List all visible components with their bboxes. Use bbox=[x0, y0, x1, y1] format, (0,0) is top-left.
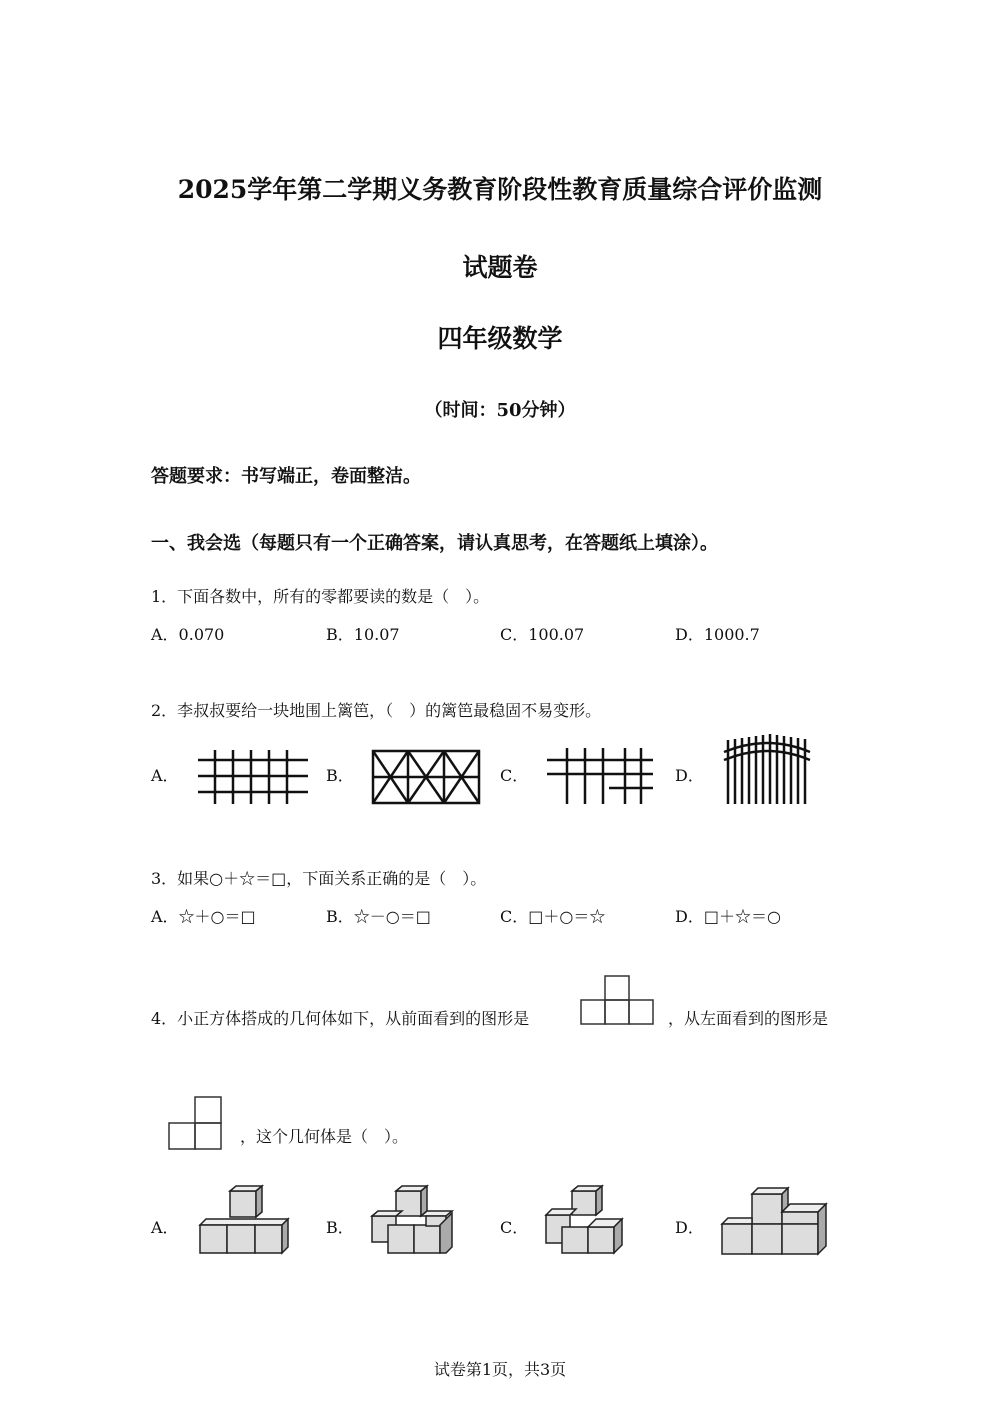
question-4-stem-part3: ，这个几何体是（ ）。 bbox=[240, 1127, 409, 1146]
cube-solid-c-figure bbox=[544, 1185, 628, 1257]
q1-option-b: B．10.07 bbox=[326, 625, 400, 644]
section-heading: 一、我会选（每题只有一个正确答案，请认真思考，在答题纸上填涂）。 bbox=[151, 533, 718, 554]
q2-option-a: A． bbox=[151, 766, 179, 785]
cube-solid-a-figure bbox=[196, 1185, 294, 1257]
subject-title: 四年级数学 bbox=[437, 324, 563, 353]
q3-option-c: C．□＋○＝☆ bbox=[500, 907, 606, 926]
fence-b-triangle-figure bbox=[370, 748, 482, 806]
cube-solid-b-figure bbox=[370, 1185, 456, 1257]
answer-requirements: 答题要求：书写端正，卷面整洁。 bbox=[151, 466, 421, 487]
q1-option-d: D．1000.7 bbox=[675, 625, 760, 644]
question-1-stem: 1．下面各数中，所有的零都要读的数是（ ）。 bbox=[151, 587, 490, 606]
q4-option-b: B． bbox=[326, 1218, 354, 1237]
q4-option-d: D． bbox=[675, 1218, 704, 1237]
fence-d-bars-figure bbox=[722, 732, 812, 806]
exam-subtitle: 试题卷 bbox=[462, 253, 538, 282]
question-4-stem-part1: 4．小正方体搭成的几何体如下，从前面看到的图形是 bbox=[151, 1009, 530, 1028]
front-view-figure bbox=[580, 976, 656, 1026]
q2-option-c: C． bbox=[500, 766, 529, 785]
exam-time: （时间：50分钟） bbox=[424, 400, 576, 421]
q4-option-a: A． bbox=[151, 1218, 179, 1237]
q1-option-a: A．0.070 bbox=[151, 625, 225, 644]
q4-option-c: C． bbox=[500, 1218, 529, 1237]
q1-option-c: C．100.07 bbox=[500, 625, 585, 644]
question-4-stem-part2: ，从左面看到的图形是 bbox=[668, 1009, 829, 1028]
fence-c-grid-figure bbox=[545, 746, 655, 806]
page-footer: 试卷第1页，共3页 bbox=[433, 1360, 567, 1379]
cube-solid-d-figure bbox=[720, 1186, 830, 1258]
question-2-stem: 2．李叔叔要给一块地围上篱笆，（ ）的篱笆最稳固不易变形。 bbox=[151, 701, 602, 720]
q3-option-a: A．☆＋○＝□ bbox=[151, 907, 256, 926]
fence-a-grid-figure bbox=[195, 748, 310, 806]
left-view-figure bbox=[168, 1097, 224, 1151]
exam-title: 2025学年第二学期义务教育阶段性教育质量综合评价监测 bbox=[177, 175, 823, 204]
q2-option-b: B． bbox=[326, 766, 354, 785]
q3-option-d: D．□＋☆＝○ bbox=[675, 907, 781, 926]
question-3-stem: 3．如果○＋☆＝□，下面关系正确的是（ ）。 bbox=[151, 869, 487, 888]
q3-option-b: B．☆－○＝□ bbox=[326, 907, 431, 926]
q2-option-d: D． bbox=[675, 766, 704, 785]
